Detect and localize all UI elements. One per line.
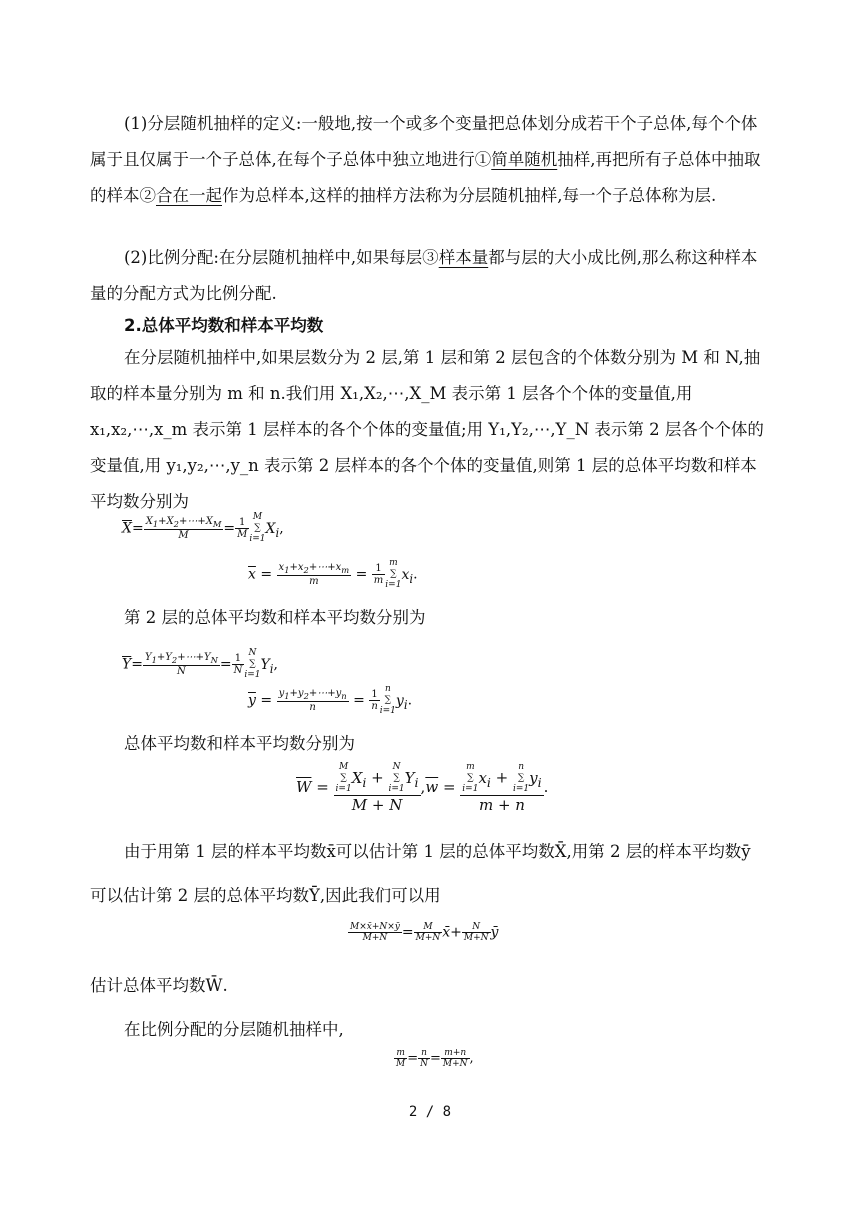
intro-paragraph: 在分层随机抽样中,如果层数分为 2 层,第 1 层和第 2 层包含的个体数分别为 M 和 N,抽取的样本量分别为 m 和 n.我们用 X₁,X₂,⋯,X_M 表示第 1 层各个个体的变量值,用 x₁,x₂,⋯,x_m 表示第 1 层样本的各个个体的变量值;用 Y₁,Y₂,⋯,Y_N 表示第 2 层各个个体的变量值,用 y₁,y₂,⋯,y_n 表示第 2 层样本的各个个体的变量值,则第 1 层的总体平均数和样本平均数分别为 bbox=[90, 348, 764, 511]
proportional-paragraph: (2)比例分配:在分层随机抽样中,如果每层③样本量都与层的大小成比例,那么称这种样本量的分配方式为比例分配. bbox=[90, 248, 758, 303]
formula-Wbar: $\overline{W}$ = M ∑ i=1 $X_i$ + N ∑ i=1 $Y_i$ M + N $,\overline{w}$ = m ∑ i=1 $x_i$ + n ∑ i=1 $y_i$ m + n . bbox=[296, 762, 549, 814]
formula-ybar: $\overline{y}$ = $\frac{y_1+y_2+\cdots+y_n}{n}$ = $\frac{1}{n}$ n ∑ i=1 $y_i$. bbox=[248, 684, 413, 716]
fill-blank-2: 合在一起 bbox=[156, 186, 222, 205]
fill-blank-3: 样本量 bbox=[438, 248, 489, 267]
section-heading: 2.总体平均数和样本平均数 bbox=[124, 316, 324, 335]
formula-xbar: $\overline{x}$ = $\frac{x_1+x_2+\cdots+x_m}{m}$ = $\frac{1}{m}$ m ∑ i=1 $x_i$. bbox=[248, 558, 418, 590]
formula-Xbar: $\overline{X}=$ $\frac{X_1+X_2+\cdots+X_M}{M}$ = $\frac{1}{M}$ M ∑ i=1 $X_i$, bbox=[122, 512, 284, 544]
formula-ratio: $\frac{m}{M}$ = $\frac{n}{N}$ = $\frac{m+n}{M+N}$ , bbox=[396, 1048, 474, 1069]
overall-text: 总体平均数和样本平均数分别为 bbox=[124, 734, 355, 753]
formula-Ybar: $\overline{Y}=$ $\frac{Y_1+Y_2+\cdots+Y_N}{N}$ = $\frac{1}{N}$ N ∑ i=1 $Y_i$, bbox=[122, 648, 278, 680]
estimate-line-3: 估计总体平均数W̄. bbox=[90, 976, 228, 995]
estimate-line-1: 由于用第 1 层的样本平均数x̄可以估计第 1 层的总体平均数X̄,用第 2 层的样本平均数ȳ bbox=[124, 842, 751, 861]
formula-estimator: $\frac{M\times x̄+N\times ȳ}{M+N}$ = $\frac{M}{M+N}$ x̄+ $\frac{N}{M+N}$ ȳ bbox=[350, 922, 499, 943]
fill-blank-1: 简单随机 bbox=[491, 150, 558, 169]
page-number: 2 / 8 bbox=[408, 1104, 452, 1120]
definition-paragraph: (1)分层随机抽样的定义:一般地,按一个或多个变量把总体划分成若干个子总体,每个个体属于且仅属于一个子总体,在每个子总体中独立地进行①简单随机抽样,再把所有子总体中抽取的样本②合在一起作为总样本,这样的抽样方法称为分层随机抽样,每一个子总体称为层. bbox=[90, 114, 761, 205]
proportional-text: 在比例分配的分层随机抽样中, bbox=[124, 1020, 344, 1039]
layer2-text: 第 2 层的总体平均数和样本平均数分别为 bbox=[124, 608, 426, 627]
estimate-line-2: 可以估计第 2 层的总体平均数Ȳ,因此我们可以用 bbox=[90, 886, 441, 905]
